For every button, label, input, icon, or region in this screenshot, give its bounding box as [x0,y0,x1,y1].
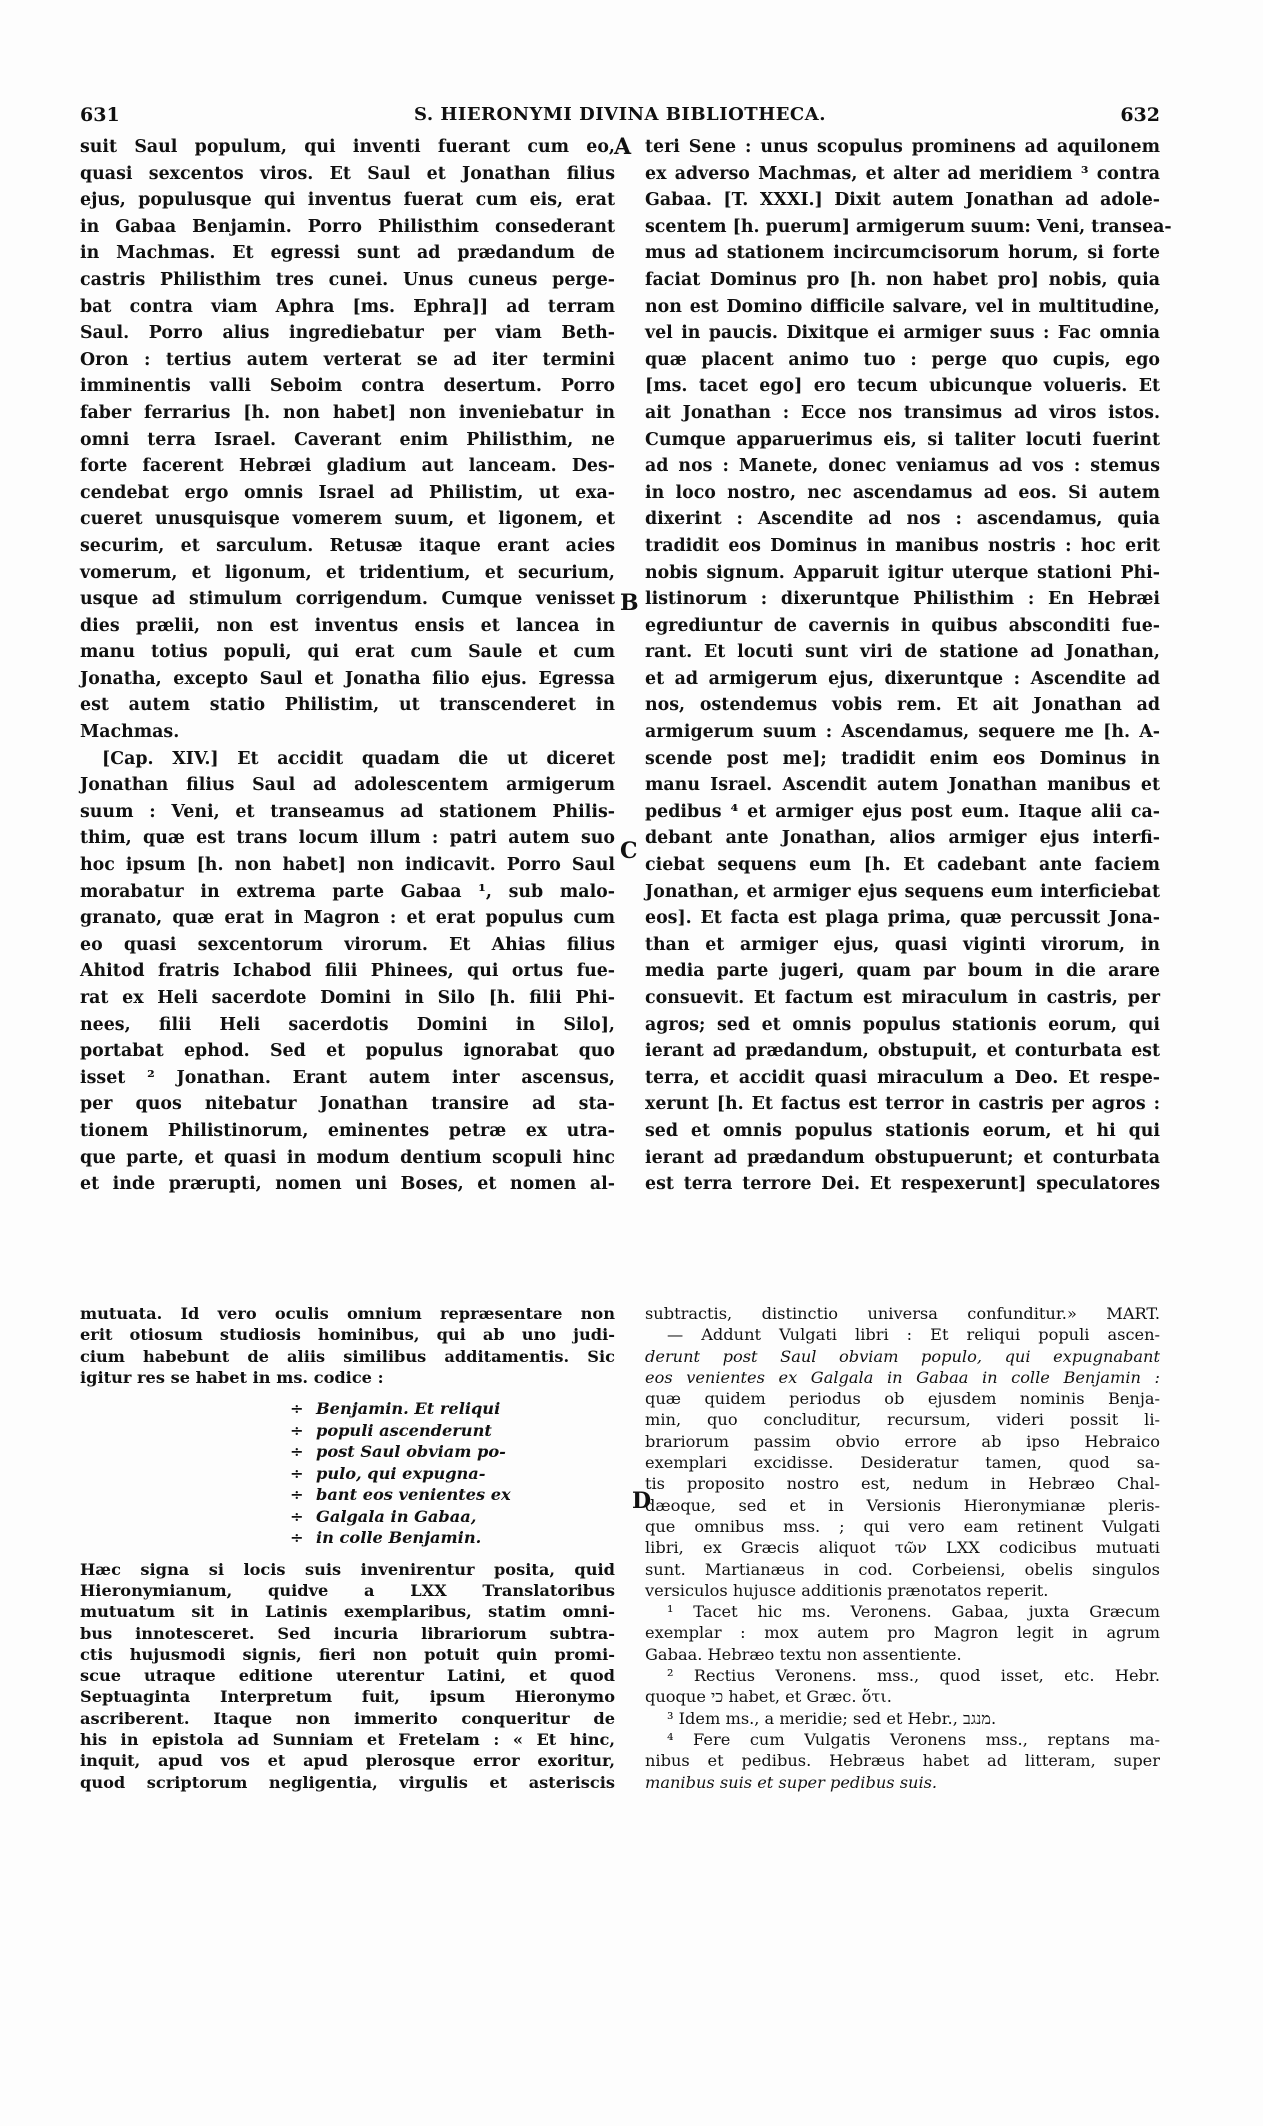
obelus-line: bant eos venientes ex [316,1485,511,1505]
obelus-icon: ÷ [290,1506,304,1526]
text-line: et inde prærupti, nomen uni Boses, et nomen al- [80,1174,615,1195]
text-line: Jonathan, et armiger ejus sequens eum interficiebat [645,881,1160,902]
text-line: est terra terrore Dei. Et respexerunt] speculatores [645,1174,1160,1195]
text-line: imminentis valli Seboim contra desertum. Porro [80,376,615,397]
text-line: ejus, populusque qui inventus fuerat cum eis, erat [80,190,615,211]
obelus-line: Benjamin. Et reliqui [316,1399,501,1419]
obelus-icon: ÷ [290,1399,304,1419]
text-line: bat contra viam Aphra [ms. Ephra]] ad terram [80,296,615,317]
text-line: Oron : tertius autem verterat se ad iter termini [80,349,615,370]
text-line: que parte, et quasi in modum dentium scopuli hinc [80,1147,615,1168]
text-line: than et armiger ejus, quasi viginti virorum, in [645,934,1160,955]
text-line: eo quasi sexcentorum virorum. Et Ahias filius [80,934,615,955]
obelus-icon: ÷ [290,1463,304,1483]
right-notes [645,1303,1160,1793]
left-column-text [80,134,615,1198]
text-line: dixerint : Ascendite ad nos : ascendamus, quia [645,509,1160,530]
text-line: egrediuntur de cavernis in quibus absconditi fue- [645,615,1160,636]
text-line: consuevit. Et factum est miraculum in castris, per [645,988,1160,1008]
note-line: quod scriptorum negligentia, virgulis et asteriscis [80,1772,615,1792]
obelus-icon: ÷ [290,1485,304,1505]
obelus-icon: ÷ [290,1442,304,1462]
note-line: que omnibus mss. ; qui vero eam retinent Vulgati [645,1516,1160,1536]
note-line: ctis hujusmodi signis, fieri non potuit quin promi- [80,1644,615,1664]
text-line: teri Sene : unus scopulus prominens ad aquilonem [645,137,1160,157]
text-line: in Machmas. Et egressi sunt ad prædandum de [80,243,615,264]
footnote-line: exemplar : mox autem pro Magron legit in agrum [645,1623,1160,1643]
margin-letter-a: A [614,134,632,160]
running-title: S. HIERONYMI DIVINA BIBLIOTHECA. [414,104,826,125]
note-line: ascriberent. Itaque non immerito conqueritur de [80,1708,615,1728]
note-line: inquit, apud vos et apud plerosque error exoritur, [80,1751,615,1771]
obelus-icon: ÷ [290,1420,304,1440]
note-line: mutuata. Id vero oculis omnium repræsentare non [80,1304,615,1323]
text-line: in loco nostro, nec ascendamus ad eos. Si autem [645,482,1160,503]
text-line: scentem [h. puerum] armigerum suum: Veni, transea- [645,216,1172,237]
text-line: quasi sexcentos viros. Et Saul et Jonathan filius [80,163,615,184]
text-line: hoc ipsum [h. non habet] non indicavit. Porro Saul [80,855,615,876]
text-line: Machmas. [80,722,180,743]
text-line: Cumque apparuerimus eis, si taliter locuti fuerint [645,429,1160,450]
note-line: mutuatum sit in Latinis exemplaribus, statim omni- [80,1602,615,1622]
note-line: bus innotesceret. Sed incuria librariorum subtra- [80,1623,615,1643]
note-line: Hæc signa si locis suis invenirentur posita, quid [80,1559,615,1579]
right-column-text [645,134,1172,1198]
text-line: agros; sed et omnis populus stationis eorum, qui [645,1014,1160,1035]
text-line: portabat ephod. Sed et populus ignorabat quo [80,1041,615,1062]
text-line: tionem Philistinorum, eminentes petræ ex utra- [80,1120,615,1141]
footnote-line: manibus suis et super pedibus suis. [645,1772,938,1792]
text-line: morabatur in extrema parte Gabaa ¹, sub malo- [80,881,615,902]
text-line: securim, et sarculum. Retusæ itaque erant acies [80,535,615,556]
text-line: rant. Et locuti sunt viri de statione ad Jonathan, [645,642,1160,663]
note-line: min, quo concluditur, recursum, videri possit li- [645,1410,1160,1430]
page-number-right: 632 [1120,104,1160,126]
text-line: rat ex Heli sacerdote Domini in Silo [h. filii Phi- [80,988,615,1008]
note-line: his in epistola ad Sunniam et Fretelam : « Et hinc, [80,1730,615,1750]
note-line: Hieronymianum, quidve a LXX Translatoribus [80,1580,615,1600]
obelus-line: post Saul obviam po- [316,1442,506,1462]
note-line: quæ quidem periodus ob ejusdem nominis Benja- [645,1389,1160,1409]
text-line: ait Jonathan : Ecce nos transimus ad viros istos. [645,402,1160,423]
text-line: mus ad stationem incircumcisorum horum, si forte [645,243,1160,264]
text-line: manu totius populi, qui erat cum Saule et cum [80,642,615,663]
note-line: eos venientes ex Galgala in Gabaa in colle Benjamin : [645,1367,1160,1387]
running-header [80,104,1160,134]
text-line: suit Saul populum, qui inventi fuerant cum eo, [80,137,615,157]
note-line: versiculos hujusce additionis prænotatos reperit. [645,1580,1049,1600]
text-line: [ms. tacet ego] ero tecum ubicunque volueris. Et [645,376,1160,397]
text-line: et ad armigerum ejus, dixeruntque : Ascendite ad [645,668,1160,689]
text-line: Gabaa. [T. XXXI.] Dixit autem Jonathan ad adole- [645,190,1160,211]
left-notes [80,1303,615,1793]
text-line: armigerum suum : Ascendamus, sequere me [h. A- [645,722,1160,743]
text-line: omni terra Israel. Caverant enim Philisthim, ne [80,429,615,450]
text-line: in Gabaa Benjamin. Porro Philisthim consederant [80,216,615,237]
text-line: per quos nitebatur Jonathan transire ad sta- [80,1094,615,1115]
text-line: est autem statio Philistim, ut transcenderet in [80,695,615,716]
note-line: exemplari excidisse. Desideratur tamen, quod sa- [645,1453,1160,1473]
chapter-start-line: [Cap. XIV.] Et accidit quadam die ut diceret [102,748,615,769]
text-line: nees, filii Heli sacerdotis Domini in Silo], [80,1014,615,1035]
obelus-list [80,1398,615,1549]
footnote-1: ¹ Tacet hic ms. Veronens. Gabaa, juxta Græcum [667,1602,1160,1622]
note-line: dæoque, sed et in Versionis Hieronymianæ pleris- [645,1495,1160,1515]
note-line: sunt. Martianæus in cod. Corbeiensi, obelis singulos [645,1559,1160,1579]
text-line: Saul. Porro alius ingrediebatur per viam Beth- [80,323,615,344]
text-line: tradidit eos Dominus in manibus nostris : hoc erit [645,535,1160,556]
note-line: libri, ex Græcis aliquot τῶν LXX codicibus mutuati [645,1538,1160,1558]
page-number-left: 631 [80,104,120,126]
text-line: granato, quæ erat in Magron : et erat populus cum [80,908,615,929]
note-line: subtractis, distinctio universa confunditur.» MART. [645,1304,1160,1323]
text-line: debant ante Jonathan, alios armiger ejus interfi- [645,828,1160,849]
text-line: Jonatha, excepto Saul et Jonatha filio ejus. Egressa [80,668,615,689]
text-line: thim, quæ est trans locum illum : patri autem suo [80,828,615,849]
text-line: cueret unusquisque vomerem suum, et ligonem, et [80,509,615,530]
footnote-3: ³ Idem ms., a meridie; sed et Hebr., מנגב. [667,1708,997,1728]
obelus-icon: ÷ [290,1528,304,1548]
note-line: derunt post Saul obviam populo, qui expugnabant [645,1346,1160,1366]
text-line: castris Philisthim tres cunei. Unus cuneus perge- [80,269,615,290]
text-line: ierant ad prædandum, obstupuit, et conturbata est [645,1041,1160,1062]
text-line: usque ad stimulum corrigendum. Cumque venisset [80,589,615,610]
note-line: igitur res se habet in ms. codice : [80,1367,384,1387]
note-line: erit otiosum studiosis hominibus, qui ab uno judi- [80,1325,615,1345]
footnote-line: quoque כי habet, et Græc. ὅτι. [645,1687,892,1707]
note-line: brariorum passim obvio errore ab ipso Hebraico [645,1431,1160,1451]
text-line: ex adverso Machmas, et alter ad meridiem ³ contra [645,163,1160,184]
text-line: Ahitod fratris Ichabod filii Phinees, qui ortus fue- [80,961,615,982]
text-line: cendebat ergo omnis Israel ad Philistim, ut exa- [80,482,615,503]
text-line: xerunt [h. Et factus est terror in castris per agros : [645,1094,1160,1115]
margin-letter-d: D [632,1488,652,1514]
text-line: ad nos : Manete, donec veniamus ad vos : stemus [645,456,1160,477]
note-line: — Addunt Vulgati libri : Et reliqui populi ascen- [667,1325,1160,1345]
text-line: faciat Dominus pro [h. non habet pro] nobis, quia [645,269,1160,290]
text-line: quæ placent animo tuo : perge quo cupis, ego [645,349,1160,370]
text-line: terra, et accidit quasi miraculum a Deo. Et respe- [645,1067,1160,1088]
text-line: eos]. Et facta est plaga prima, quæ percussit Jona- [645,908,1160,929]
text-line: ciebat sequens eum [h. Et cadebant ante faciem [645,855,1160,876]
text-line: forte facerent Hebræi gladium aut lanceam. Des- [80,456,615,477]
footnote-2: ² Rectius Veronens. mss., quod isset, etc. Hebr. [667,1666,1160,1686]
text-line: isset ² Jonathan. Erant autem inter ascensus, [80,1067,615,1088]
text-line: scende post me]; tradidit enim eos Dominus in [645,748,1160,769]
text-line: sed et omnis populus stationis eorum, et hi qui [645,1120,1160,1141]
text-line: suum : Veni, et transeamus ad stationem Philis- [80,801,615,822]
obelus-line: pulo, qui expugna- [316,1463,486,1483]
text-line: faber ferrarius [h. non habet] non inveniebatur in [80,402,615,423]
margin-letter-c: C [620,838,638,864]
text-line: dies prælii, non est inventus ensis et lancea in [80,615,615,636]
text-line: vomerum, et ligonum, et tridentium, et securium, [80,562,615,583]
text-line: non est Domino difficile salvare, vel in multitudine, [645,296,1160,317]
footnote-line: Gabaa. Hebræo textu non assentiente. [645,1644,962,1664]
text-line: listinorum : dixeruntque Philisthim : En Hebræi [645,589,1160,610]
text-line: pedibus ⁴ et armiger ejus post eum. Itaque alii ca- [645,801,1160,822]
note-line: cium habebunt de aliis similibus additamentis. Sic [80,1346,615,1366]
text-line: ierant ad prædandum obstupuerunt; et conturbata [645,1147,1160,1168]
margin-letter-b: B [620,590,639,616]
obelus-line: in colle Benjamin. [316,1528,482,1548]
text-line: vel in paucis. Dixitque ei armiger suus : Fac omnia [645,323,1160,344]
obelus-line: Galgala in Gabaa, [316,1506,477,1526]
text-line: manu Israel. Ascendit autem Jonathan manibus et [645,775,1160,796]
footnote-line: nibus et pedibus. Hebræus habet ad litteram, super [645,1751,1160,1771]
obelus-line: populi ascenderunt [316,1420,492,1440]
note-line: scue utraque editione uterentur Latini, et quod [80,1666,615,1686]
note-line: tis proposito nostro est, nedum in Hebræo Chal- [645,1474,1160,1494]
text-line: nobis signum. Apparuit igitur uterque stationi Phi- [645,562,1160,583]
text-line: media parte jugeri, quam par boum in die arare [645,961,1160,982]
footnote-4: ⁴ Fere cum Vulgatis Veronens mss., reptans ma- [667,1729,1160,1749]
text-line: nos, ostendemus vobis rem. Et ait Jonathan ad [645,695,1160,716]
note-line: Septuaginta Interpretum fuit, ipsum Hieronymo [80,1687,615,1707]
text-line: Jonathan filius Saul ad adolescentem armigerum [80,775,615,796]
